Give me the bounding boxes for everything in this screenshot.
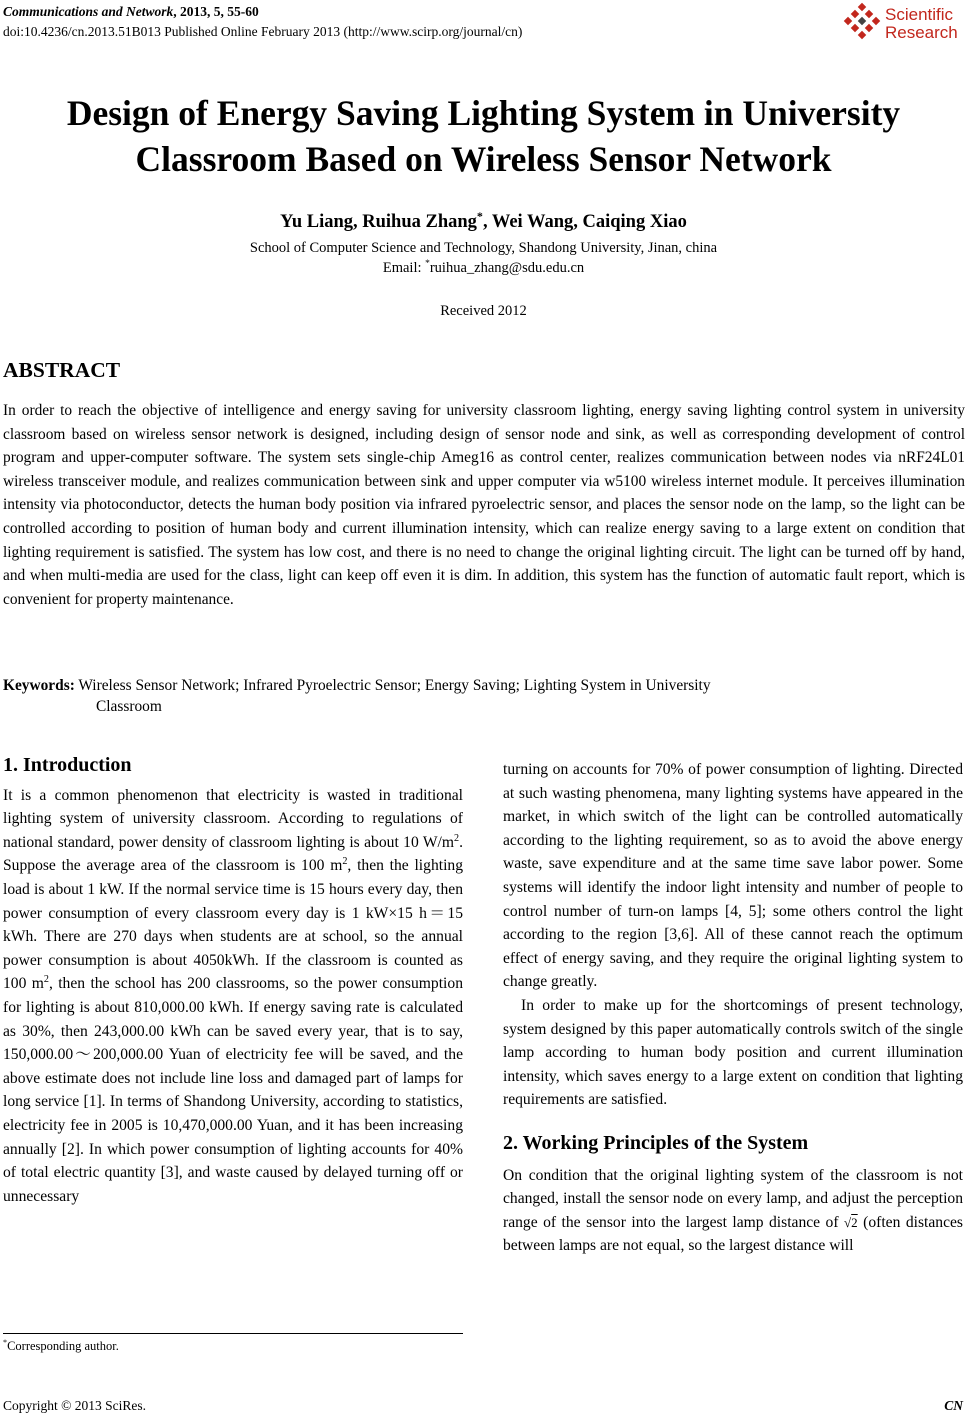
authors-part-2: , Wei Wang, Caiqing Xiao: [482, 212, 687, 232]
affiliation: School of Computer Science and Technology, Shandong University, Jinan, china: [249, 240, 718, 256]
email-address: ruihua_zhang@sdu.edu.cn: [429, 260, 585, 276]
logo-text-research: Research: [885, 23, 958, 42]
right-paragraph-1: turning on accounts for 70% of power consumption of lighting. Directed at such wasting phenomena, many lighting systems have appeared in the market, in which switch of the light can be controlled automatically according to the lighting requirement, so as to avoid the above energy waste, save expenditure and at the same time save labor power. Some systems will identify the indoor light intensity and number of people to control number of turn-on lamps [4, 5]; some others control the light according to the region [3,6]. All of these cannot reach the optimum effect of energy saving, and they require the original lighting system to change greatly.: [503, 761, 963, 991]
intro-text-3: , then the lighting load is about 1 kW. If the normal service time is 15 hours every day, then power consumption of every classroom every day is 1 kW×15 h＝15 kWh. There are 270 days when students are at school, so the annual power consumption is about 4050kWh. If the classroom is counted as 100 m: [3, 857, 463, 993]
p3-text-1: On condition that the original lighting system of the classroom is not changed, install the sensor node on every lamp, and adjust the perception range of the sensor into the largest lamp distance of: [503, 1166, 963, 1231]
intro-text-1: It is a common phenomenon that electricity is wasted in traditional lighting system of university classroom. According to regulations of national standard, power density of classroom lighting is about 10 W/m: [3, 786, 463, 851]
sqrt-symbol: √2: [844, 1214, 858, 1230]
sup-2: 2: [342, 856, 348, 868]
email-mark: *: [425, 259, 430, 270]
email-line: [0, 260, 967, 277]
abstract-text: In order to reach the objective of intelligence and energy saving for university classroom lighting, energy saving lighting control system in university classroom based on wireless sensor network is designed, including design of sensor node and sink, as well as corresponding development of control program and upper-computer software. The system sets single-chip Ameg16 as control center, realizes communication between nodes via nRF24L01 wireless transceiver module, and realizes communication between sink and upper computer via w5100 wireless internet module. It perceives illumination intensity via photoconductor, detects the human body position via infrared pyroelectric sensor, and places the sensor node on the lamp, so the light can be controlled according to position of human body and current illumination intensity, which can realize energy saving to a large extent on condition that lighting requirement is satisfied. The system has low cost, and there is no need to change the original lighting circuit. The light can be turned off by hand, and when multi-media are used for the class, light can keep off even it is dim. In addition, this system has the function of automatic fault report, which is convenient for property maintenance.: [3, 402, 965, 608]
footnote-rule: [3, 1333, 463, 1334]
paper-title: [0, 90, 967, 182]
journal-citation: [3, 2, 522, 22]
sqrt-value: 2: [851, 1214, 858, 1230]
received-date: Received 2012: [440, 303, 527, 319]
footnote-mark: *: [3, 1337, 8, 1347]
journal-name: Communications and Network: [3, 4, 174, 19]
intro-text-2: . Suppose the average area of the classroom is 100 m: [3, 833, 463, 875]
journal-abbrev-footer: CN: [944, 1398, 963, 1413]
intro-paragraph: [3, 784, 463, 1209]
keywords-label: Keywords:: [3, 677, 75, 694]
section-heading-introduction: 1. Introduction: [3, 754, 132, 776]
title-line-2: Classroom Based on Wireless Sensor Network: [135, 139, 832, 179]
abstract-heading: ABSTRACT: [3, 358, 121, 382]
doi-line: doi:10.4236/cn.2013.51B013 Published Online February 2013 (http://www.scirp.org/journal/cn): [3, 24, 523, 39]
footnote: [3, 1339, 119, 1354]
title-line-1: Design of Energy Saving Lighting System in University: [66, 93, 901, 133]
sup-1: 2: [454, 832, 460, 844]
right-column: [503, 758, 963, 1258]
logo-mark-icon: [843, 2, 881, 40]
intro-text-4: , then the school has 200 classrooms, so the power consumption for lighting is about 810,000.00 kWh. If energy saving rate is calculated as 30%, then 243,000.00 kWh can be saved every year, that is to say, 150,000.00～200,000.00 Yuan of electricity fee will be saved, and the above estimate does not include line loss and damaged part of lamps for long service [1]. In terms of Shandong University, according to statistics, electricity fee in 2005 is 10,470,000.00 Yuan, and it has been increasing annually [2]. In which power consumption of lighting accounts for 40% of total electric quantity [3], and waste caused by delayed turning off or unnecessary: [3, 975, 463, 1205]
keywords-line-2: Classroom: [96, 698, 162, 715]
email-label: Email:: [382, 260, 426, 276]
corresponding-mark: *: [476, 208, 483, 223]
volume-pages: , 2013, 5, 55-60: [173, 4, 259, 19]
author-list: [0, 208, 967, 233]
keywords-line-1: Wireless Sensor Network; Infrared Pyroelectric Sensor; Energy Saving; Lighting System in University: [74, 677, 711, 694]
footnote-text: Corresponding author.: [7, 1339, 119, 1353]
section-heading-working-principles: 2. Working Principles of the System: [503, 1131, 809, 1154]
publisher-logo: [843, 2, 963, 44]
authors-part-1: Yu Liang, Ruihua Zhang: [280, 212, 477, 232]
p3-text-2: (often distances between lamps are not equal, so the largest distance will: [503, 1213, 963, 1255]
sup-3: 2: [43, 974, 49, 986]
right-paragraph-3: [503, 1164, 963, 1258]
left-column: [3, 754, 463, 1208]
logo-text-scientific: Scientific: [885, 5, 954, 24]
copyright-footer: Copyright © 2013 SciRes.: [3, 1398, 147, 1413]
right-paragraph-2: In order to make up for the shortcomings of present technology, system designed by this paper automatically controls switch of the single lamp according to human body position and current illumination intensity, which saves energy to a large extent on condition that lighting requirements are satisfied.: [503, 996, 963, 1109]
running-header: [3, 2, 522, 42]
keywords: [3, 675, 965, 717]
